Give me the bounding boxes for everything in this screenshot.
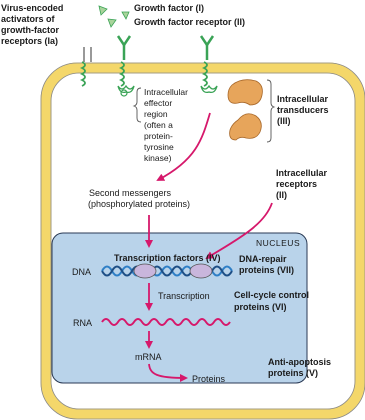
transcription-factor-protein-left (134, 264, 156, 278)
label-effector-6: tyrosine (144, 142, 174, 152)
label-transducers-3: (III) (277, 116, 291, 126)
label-anti-apoptosis-1: Anti-apoptosis (268, 357, 331, 367)
label-intracellular-receptors-1: Intracellular (276, 168, 328, 178)
label-second-messengers-2: (phosphorylated proteins) (88, 199, 191, 209)
label-dna: DNA (72, 267, 92, 277)
label-virus-activators-4: receptors (Ia) (1, 36, 59, 46)
transcription-factor-protein-right (190, 264, 212, 278)
label-virus-activators-2: activators of (1, 14, 55, 24)
intracellular-transducers (228, 80, 262, 140)
label-dna-repair-2: proteins (VII) (239, 265, 295, 275)
transducers-bracket (267, 80, 274, 142)
label-rna: RNA (73, 318, 93, 328)
label-anti-apoptosis-2: proteins (V) (268, 368, 319, 378)
label-nucleus: NUCLEUS (256, 238, 301, 248)
label-proteins: Proteins (192, 374, 226, 384)
label-transducers-1: Intracellular (277, 94, 329, 104)
label-cell-cycle-1: Cell-cycle control (234, 290, 310, 300)
label-effector-7: kinase) (144, 153, 172, 163)
label-second-messengers-1: Second messengers (89, 188, 172, 198)
label-effector-3: region (144, 109, 168, 119)
label-effector-1: Intracellular (144, 87, 188, 97)
label-mrna: mRNA (135, 352, 162, 362)
label-growth-factor: Growth factor (I) (134, 3, 204, 13)
label-virus-activators-3: growth-factor (1, 25, 59, 35)
label-effector-2: effector (144, 98, 173, 108)
label-intracellular-receptors-3: (II) (276, 190, 287, 200)
label-dna-repair-1: DNA-repair (239, 254, 287, 264)
label-transcription: Transcription (158, 291, 210, 301)
label-transducers-2: transducers (277, 105, 329, 115)
label-transcription-factors: Transcription factors (IV) (114, 253, 221, 263)
label-virus-activators-1: Virus-encoded (1, 3, 64, 13)
growth-factor-icons (99, 6, 129, 27)
label-intracellular-receptors-2: receptors (276, 179, 318, 189)
label-effector-4: (often a (144, 120, 173, 130)
effector-bracket (134, 88, 141, 122)
label-growth-factor-receptor: Growth factor receptor (II) (134, 17, 246, 27)
label-effector-5: protein- (144, 131, 173, 141)
label-cell-cycle-2: proteins (VI) (234, 302, 287, 312)
